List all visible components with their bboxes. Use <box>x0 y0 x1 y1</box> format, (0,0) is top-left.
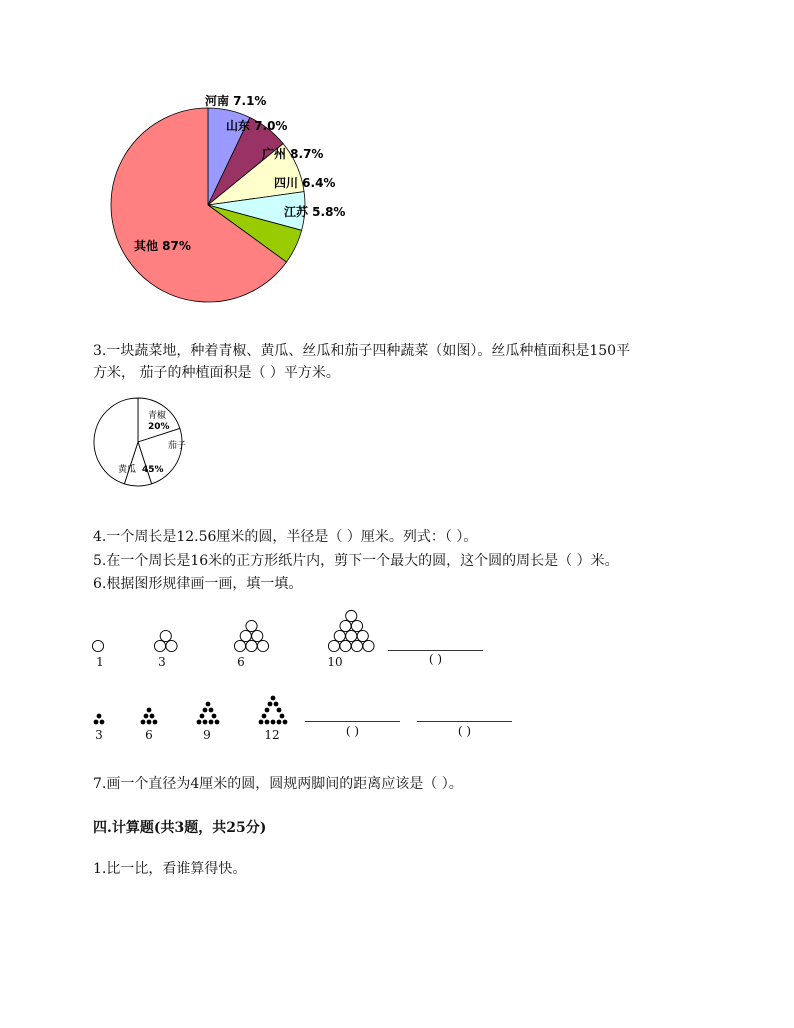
pattern1-count-3: 6 <box>237 655 245 669</box>
pattern2-count-3: 9 <box>203 728 211 742</box>
pattern1-circle <box>340 620 351 631</box>
pattern2-answer-blank-1[interactable] <box>305 721 400 722</box>
question-6: 6.根据图形规律画一画，填一填。 <box>93 576 303 592</box>
pattern2-dot <box>147 708 152 713</box>
pattern2-dot <box>203 708 208 713</box>
pattern2-dot <box>274 702 279 707</box>
pattern2-dot <box>271 720 276 725</box>
pattern1-circle <box>252 630 263 641</box>
pattern1-circle <box>334 630 345 641</box>
pattern2-dot <box>209 708 214 713</box>
dot-pattern <box>85 690 305 730</box>
pattern2-dot <box>277 720 282 725</box>
vegetable-pie-chart <box>92 396 202 496</box>
pattern2-dot <box>153 720 158 725</box>
pattern2-dot <box>141 720 146 725</box>
pattern2-dot <box>203 720 208 725</box>
province-pie-chart <box>100 90 380 310</box>
pattern2-dot <box>268 702 273 707</box>
pattern2-answer-blank-2[interactable] <box>417 721 512 722</box>
pattern2-count-4: 12 <box>264 728 280 742</box>
pattern2-count-2: 6 <box>145 728 153 742</box>
question-3 <box>93 340 630 384</box>
pattern1-circle <box>351 640 362 651</box>
pattern2-dot <box>197 720 202 725</box>
pattern1-circle <box>92 640 103 651</box>
pattern1-circle <box>257 640 268 651</box>
pattern1-circle <box>346 630 357 641</box>
question-5: 5.在一个周长是16米的正方形纸片内，剪下一个最大的圆，这个圆的周长是（ ）米。 <box>93 553 619 569</box>
pattern2-dot <box>144 714 149 719</box>
pattern2-dot <box>277 708 282 713</box>
pattern1-count-4: 10 <box>327 655 343 669</box>
pattern2-dot <box>97 714 102 719</box>
pie2-pct-3: 45% <box>142 465 164 475</box>
pie1-label-5: 其他 87% <box>134 239 191 253</box>
pattern1-circle <box>363 640 374 651</box>
pattern2-answer-paren-1: ( ) <box>345 724 360 738</box>
pattern1-circle <box>240 630 251 641</box>
pattern2-dot <box>100 720 105 725</box>
pattern1-circle <box>357 630 368 641</box>
pie2-label-0: 青椒 <box>148 411 167 421</box>
pattern2-dot <box>283 720 288 725</box>
pattern1-answer-blank[interactable] <box>388 650 483 651</box>
section-4-question-1: 1.比一比，看谁算得快。 <box>93 861 247 877</box>
pie1-label-2: 广州 8.7% <box>262 147 324 161</box>
pattern2-dot <box>147 720 152 725</box>
pattern1-circle <box>340 640 351 651</box>
pattern1-circle <box>160 630 171 641</box>
pattern2-dot <box>150 714 155 719</box>
pattern2-dot <box>271 696 276 701</box>
pattern1-circle <box>234 640 245 651</box>
pattern2-count-1: 3 <box>95 728 103 742</box>
circle-pattern <box>85 600 505 660</box>
pattern2-dot <box>209 720 214 725</box>
pattern1-answer-paren: ( ) <box>428 652 443 666</box>
pie1-label-3: 四川 6.4% <box>274 176 336 190</box>
question-4: 4.一个周长是12.56厘米的圆，半径是（ ）厘米。列式：（ ）。 <box>93 529 478 545</box>
pattern1-circle <box>351 620 362 631</box>
pattern1-circle <box>246 620 257 631</box>
pattern2-dot <box>206 702 211 707</box>
pattern1-count-2: 3 <box>158 655 166 669</box>
question-7: 7.画一个直径为4厘米的圆，圆规两脚间的距离应该是（ ）。 <box>93 776 463 792</box>
pattern2-dot <box>265 708 270 713</box>
pattern1-circle <box>166 640 177 651</box>
pie2-label-3: 黄瓜 <box>118 465 137 475</box>
pattern2-dot <box>200 714 205 719</box>
pie1-label-0: 河南 7.1% <box>205 94 267 108</box>
question-3-line-1: 3.一块蔬菜地，种着青椒、黄瓜、丝瓜和茄子四种蔬菜（如图）。丝瓜种植面积是150平 <box>93 343 631 359</box>
pie2-label-2: 茄子 <box>168 441 187 451</box>
pattern2-dot <box>265 720 270 725</box>
pattern1-count-1: 1 <box>96 655 104 669</box>
pattern2-dot <box>212 714 217 719</box>
pattern2-dot <box>280 714 285 719</box>
pie1-label-1: 山东 7.0% <box>226 119 288 133</box>
pattern2-dot <box>94 720 99 725</box>
pattern2-dot <box>215 720 220 725</box>
pattern2-dot <box>262 714 267 719</box>
pattern1-circle <box>346 610 357 621</box>
question-3-line-2: 方米， 茄子的种植面积是（ ）平方米。 <box>93 365 340 381</box>
pattern1-circle <box>246 640 257 651</box>
pattern2-dot <box>259 720 264 725</box>
section-4-title: 四.计算题(共3题，共25分) <box>93 820 267 836</box>
pie2-pct-0: 20% <box>148 422 170 432</box>
pattern1-circle <box>328 640 339 651</box>
pattern1-circle <box>154 640 165 651</box>
pie1-label-4: 江苏 5.8% <box>284 205 346 219</box>
pattern2-answer-paren-2: ( ) <box>457 724 472 738</box>
